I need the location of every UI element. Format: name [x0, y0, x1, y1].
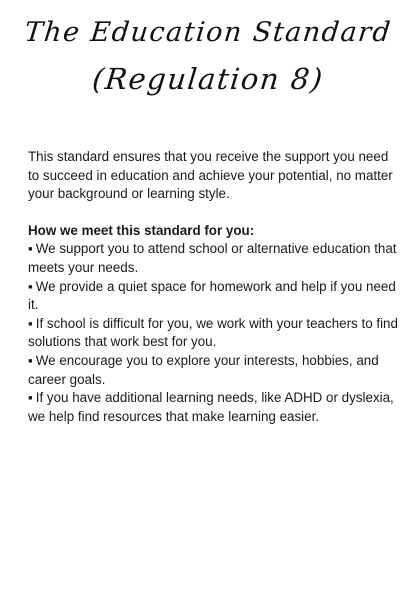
list-item-text: We support you to attend school or alternative education that meets your needs. [28, 241, 397, 275]
title-line-1: The Education Standard [23, 17, 394, 48]
list-item [28, 315, 400, 352]
bullet-icon: ▪ [28, 390, 33, 406]
bullet-icon: ▪ [28, 352, 33, 368]
intro-paragraph: This standard ensures that you receive the support you need to succeed in education and achieve your potential, no matter your background or learning style. [28, 149, 393, 202]
bullet-icon: ▪ [28, 315, 33, 331]
list-item [28, 352, 400, 389]
bullet-icon: ▪ [28, 241, 33, 257]
list-item [28, 278, 400, 315]
bullet-icon: ▪ [28, 278, 33, 294]
bullet-list [28, 240, 400, 426]
list-item-text: If school is difficult for you, we work with your teachers to find solutions that work best for you. [28, 315, 398, 350]
page-title [0, 18, 416, 96]
title-line-2: (Regulation 8) [90, 61, 326, 96]
section-heading: How we meet this standard for you: [28, 222, 255, 238]
list-item [28, 389, 400, 426]
list-item-text: If you have additional learning needs, like ADHD or dyslexia, we help find resources that make learning easier. [28, 390, 394, 424]
document-body [28, 148, 400, 426]
list-item-text: We encourage you to explore your interests, hobbies, and career goals. [28, 352, 379, 387]
list-item-text: We provide a quiet space for homework and help if you need it. [28, 278, 396, 313]
list-item [28, 240, 400, 277]
